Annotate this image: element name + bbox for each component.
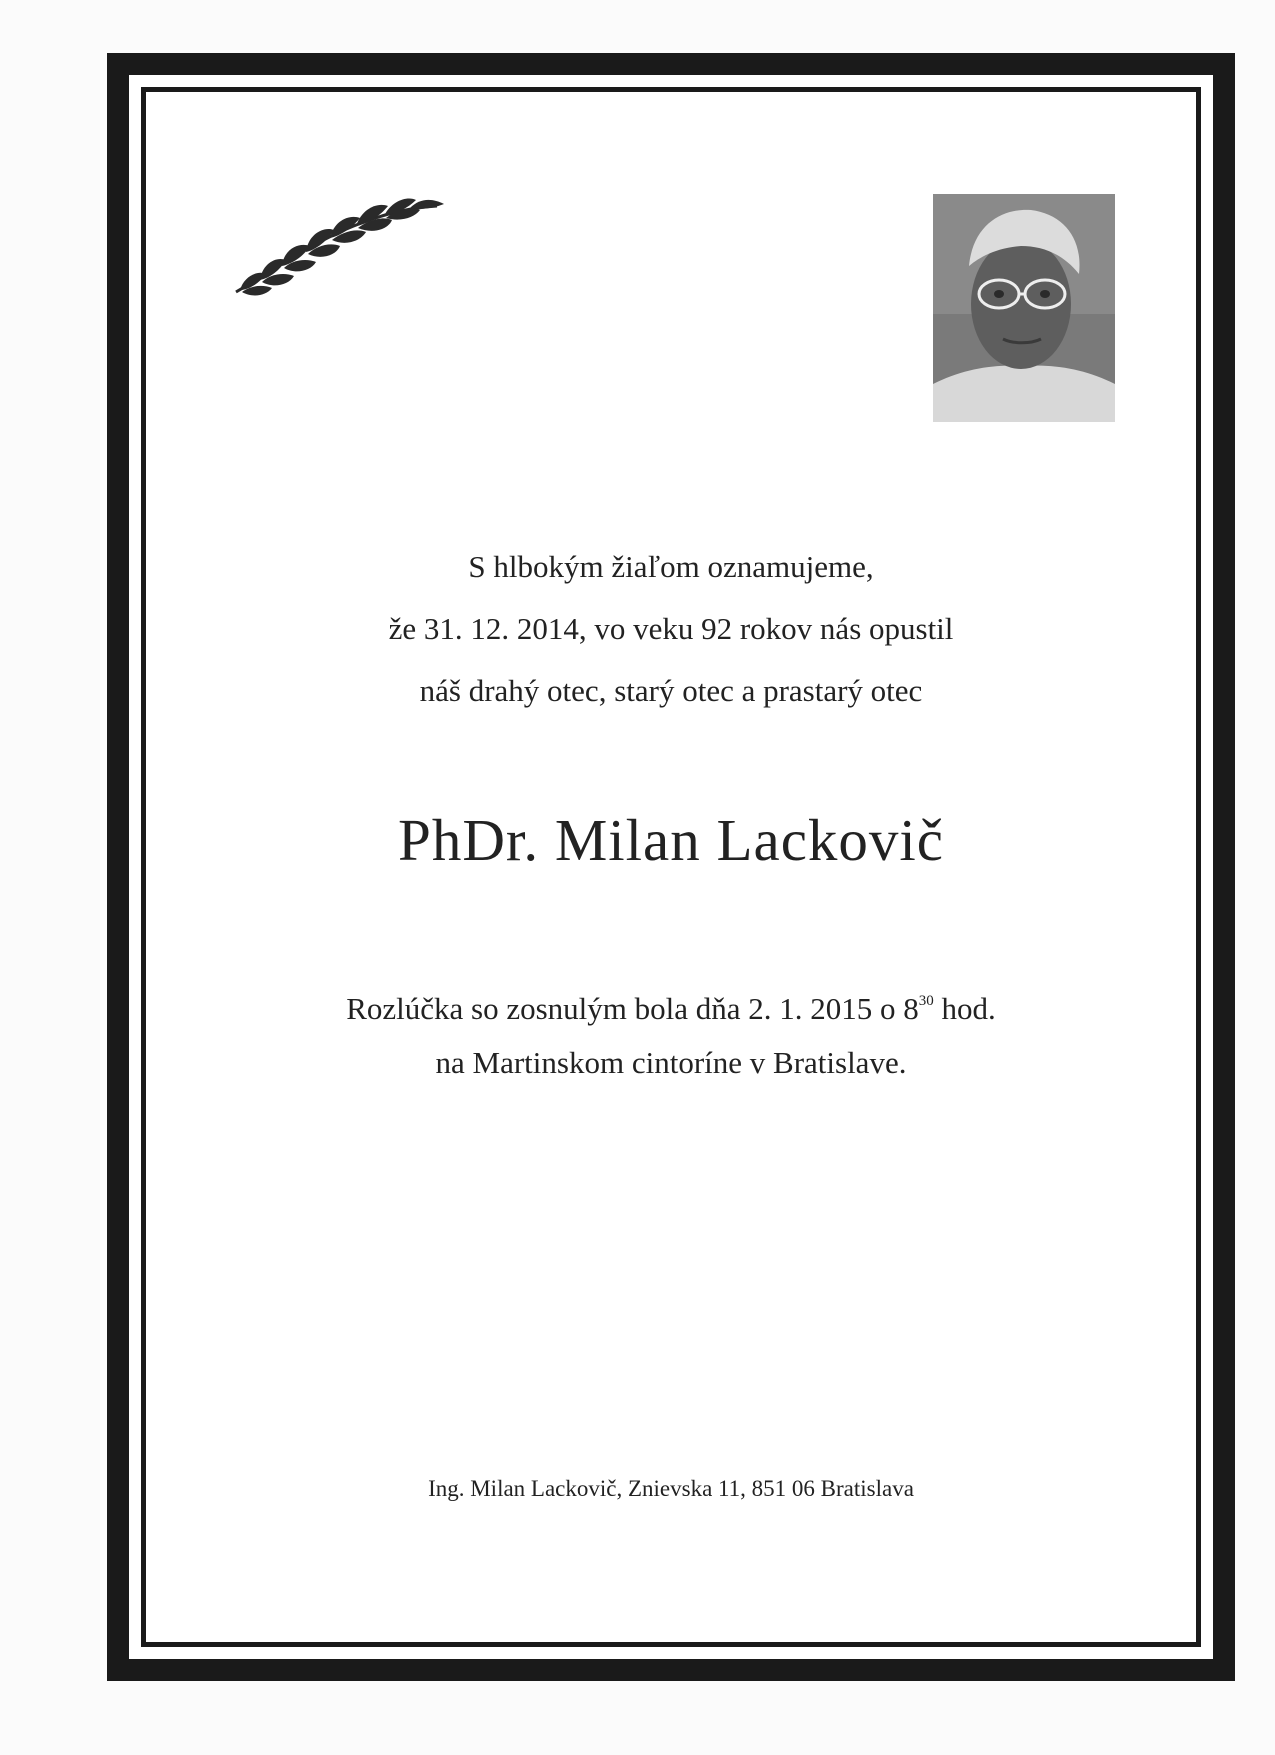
laurel-branch-icon	[232, 190, 447, 315]
ceremony-text	[146, 970, 1196, 1094]
intro-line-1: S hlbokým žiaľom oznamujeme,	[468, 549, 874, 584]
intro-line-2: že 31. 12. 2014, vo veku 92 rokov nás opustil	[388, 611, 954, 646]
portrait-photo	[933, 194, 1115, 422]
intro-line-3: náš drahý otec, starý otec a prastarý otec	[419, 673, 923, 708]
signature-line: Ing. Milan Lackovič, Znievska 11, 851 06 Bratislava	[428, 1476, 914, 1501]
ceremony-date: Rozlúčka so zosnulým bola dňa 2. 1. 2015 o 8	[346, 991, 919, 1026]
ceremony-line-1	[146, 970, 1196, 1032]
ceremony-time-minutes: 30	[918, 993, 934, 1009]
announcement-text	[146, 536, 1196, 722]
portrait-figure	[933, 194, 1115, 422]
ceremony-line-2: na Martinskom cintoríne v Bratislave.	[435, 1045, 907, 1080]
ceremony-hour-suffix: hod.	[933, 991, 996, 1026]
deceased-name: PhDr. Milan Lackovič	[398, 807, 944, 873]
